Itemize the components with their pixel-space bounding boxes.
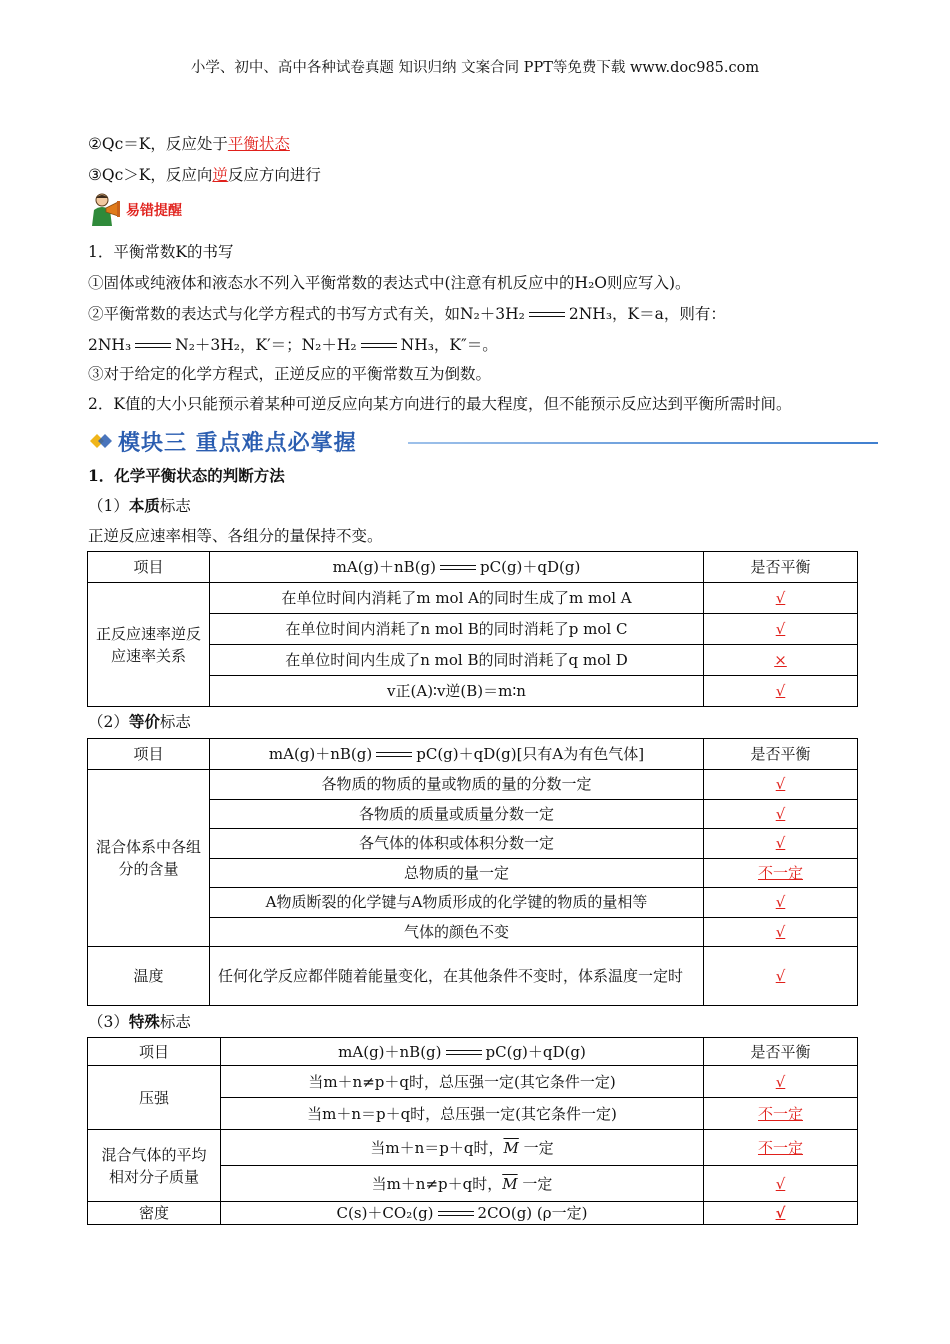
sub2-bold: 等价	[128, 712, 160, 731]
header-equation	[210, 739, 704, 770]
result-mark: 不一定	[757, 1138, 803, 1157]
equilibrium-arrow-icon	[434, 1210, 478, 1218]
condition-cell	[221, 1202, 704, 1225]
intro-line-3-suffix: 反应方向进行	[227, 166, 321, 184]
equilibrium-state-highlight: 平衡状态	[227, 135, 290, 153]
header-equation	[221, 1038, 704, 1066]
result-mark: √	[775, 1204, 786, 1222]
equilibrium-arrow-icon	[372, 751, 416, 759]
group-label: 混合体系中各组分的含量	[88, 770, 210, 947]
density-eq-right: 2CO(g) (ρ一定)	[477, 1204, 588, 1222]
note-3-right: 2NH₃，K＝a，则有：	[568, 305, 726, 323]
result-mark: 不一定	[757, 863, 803, 882]
note-4-c: NH₃，K″＝。	[400, 336, 498, 354]
condition-suffix: 一定	[523, 1138, 554, 1157]
sub1-heading	[88, 494, 191, 516]
result-mark: √	[775, 834, 786, 853]
sub2-num: （2）	[88, 713, 129, 731]
condition-cell: 各气体的体积或体积分数一定	[210, 829, 704, 859]
condition-cell: 当m＋n＝p＋q时，总压强一定(其它条件一定)	[221, 1098, 704, 1130]
intro-line-3-text: ③Qc＞K，反应向	[88, 166, 213, 184]
condition-cell: 任何化学反应都伴随着能量变化，在其他条件不变时，体系温度一定时	[210, 947, 704, 1006]
note-6: 2．K值的大小只能预示着某种可逆反应向某方向进行的最大程度，但不能预示反应达到平衡所需时间。	[88, 395, 792, 413]
condition-cell: A物质断裂的化学键与A物质形成的化学键的物质的量相等	[210, 888, 704, 918]
condition-prefix: 当m＋n≠p＋q时，	[371, 1174, 503, 1193]
condition-cell: v正(A)∶v逆(B)＝m∶n	[210, 676, 704, 707]
group-label: 混合气体的平均相对分子质量	[88, 1130, 221, 1202]
result-mark: √	[775, 967, 786, 985]
condition-cell	[221, 1130, 704, 1166]
result-cell	[704, 917, 858, 947]
equation-left: mA(g)＋nB(g)	[268, 745, 373, 763]
result-cell	[704, 1066, 858, 1098]
condition-suffix: 一定	[522, 1174, 553, 1193]
sub3-heading	[88, 1010, 191, 1032]
result-cell	[704, 799, 858, 829]
module-rule	[408, 442, 878, 444]
result-mark: √	[775, 589, 786, 607]
intro-line-2	[88, 132, 290, 154]
sub3-num: （3）	[88, 1013, 129, 1031]
note-4	[88, 333, 498, 355]
result-cell	[704, 1098, 858, 1130]
equation-right: pC(g)＋qD(g)[只有A为有色气体]	[416, 745, 645, 763]
table-row	[88, 1066, 858, 1098]
page-header: 小学、初中、高中各种试卷真题 知识归纳 文案合同 PPT等免费下载 www.doc985.com	[190, 60, 760, 76]
table-essence	[87, 551, 858, 707]
result-mark: ×	[774, 651, 787, 669]
table-row	[88, 583, 858, 614]
table-equivalent	[87, 738, 858, 1006]
table-row	[88, 947, 858, 1006]
equilibrium-arrow-icon	[357, 342, 401, 350]
header-result: 是否平衡	[704, 739, 858, 770]
header-equation	[210, 552, 704, 583]
result-mark: √	[775, 620, 786, 638]
header-item: 项目	[88, 552, 210, 583]
result-cell	[704, 858, 858, 888]
diamond-icon	[88, 432, 114, 450]
condition-cell: 在单位时间内消耗了m mol A的同时生成了m mol A	[210, 583, 704, 614]
header-result: 是否平衡	[704, 552, 858, 583]
section-title: 1．化学平衡状态的判断方法	[88, 466, 285, 485]
callout-title: 易错提醒	[126, 203, 182, 219]
condition-cell: 总物质的量一定	[210, 858, 704, 888]
result-cell	[704, 1166, 858, 1202]
note-1: 1．平衡常数K的书写	[88, 243, 234, 261]
megaphone-person-icon	[88, 192, 124, 226]
sub2-heading	[88, 710, 191, 732]
result-mark: √	[775, 893, 786, 912]
table-row	[88, 552, 858, 583]
result-cell	[704, 614, 858, 645]
header-result: 是否平衡	[704, 1038, 858, 1066]
equilibrium-arrow-icon	[436, 564, 480, 572]
note-4-a: 2NH₃	[88, 336, 132, 354]
condition-cell: 气体的颜色不变	[210, 917, 704, 947]
condition-cell: 在单位时间内生成了n mol B的同时消耗了q mol D	[210, 645, 704, 676]
condition-cell: 在单位时间内消耗了n mol B的同时消耗了p mol C	[210, 614, 704, 645]
result-mark: √	[775, 922, 786, 941]
equilibrium-arrow-icon	[525, 311, 569, 319]
result-mark: √	[775, 775, 786, 794]
result-mark: √	[775, 1072, 786, 1091]
equation-left: mA(g)＋nB(g)	[338, 1042, 442, 1061]
note-5: ③对于给定的化学方程式，正逆反应的平衡常数互为倒数。	[88, 365, 492, 383]
module-title: 模块三 重点难点必掌握	[118, 431, 357, 456]
result-cell	[704, 888, 858, 918]
condition-cell: 各物质的物质的量或物质的量的分数一定	[210, 770, 704, 800]
reverse-highlight: 逆	[212, 166, 228, 184]
note-3-left: ②平衡常数的表达式与化学方程式的书写方式有关，如N₂＋3H₂	[88, 305, 525, 323]
header-item: 项目	[88, 739, 210, 770]
intro-line-3	[88, 163, 321, 185]
sub1-num: （1）	[88, 497, 129, 515]
table-special	[87, 1037, 858, 1225]
header-item: 项目	[88, 1038, 221, 1066]
sub3-suffix: 标志	[159, 1013, 191, 1031]
table-row	[88, 1038, 858, 1066]
result-cell	[704, 829, 858, 859]
result-cell	[704, 1202, 858, 1225]
group-label: 密度	[88, 1202, 221, 1225]
group-label: 温度	[88, 947, 210, 1006]
group-label: 压强	[88, 1066, 221, 1130]
result-cell	[704, 1130, 858, 1166]
density-eq-left: C(s)＋CO₂(g)	[336, 1204, 434, 1222]
condition-cell: 当m＋n≠p＋q时，总压强一定(其它条件一定)	[221, 1066, 704, 1098]
result-cell	[704, 947, 858, 1006]
note-3	[88, 302, 726, 324]
result-mark: √	[775, 804, 786, 823]
m-bar: $\overline{M}$	[503, 1138, 519, 1157]
result-mark: 不一定	[757, 1104, 803, 1123]
result-cell	[704, 676, 858, 707]
sub1-bold: 本质	[128, 496, 160, 515]
table-row	[88, 739, 858, 770]
note-2: ①固体或纯液体和液态水不列入平衡常数的表达式中(注意有机反应中的H₂O则应写入)。	[88, 274, 691, 292]
equation-right: pC(g)＋qD(g)	[485, 1042, 586, 1061]
sub2-suffix: 标志	[159, 713, 191, 731]
result-mark: √	[775, 1174, 786, 1193]
intro-line-2-text: ②Qc＝K，反应处于	[88, 135, 228, 153]
condition-prefix: 当m＋n＝p＋q时，	[370, 1138, 504, 1157]
equation-right: pC(g)＋qD(g)	[480, 558, 581, 576]
group-label: 正反应速率逆反应速率关系	[88, 583, 210, 707]
module-heading	[88, 426, 798, 456]
table-row	[88, 770, 858, 800]
table-row	[88, 1130, 858, 1166]
condition-cell: 各物质的质量或质量分数一定	[210, 799, 704, 829]
equilibrium-arrow-icon	[442, 1049, 486, 1057]
result-cell	[704, 645, 858, 676]
table-row	[88, 1202, 858, 1225]
sub1-desc: 正逆反应速率相等、各组分的量保持不变。	[88, 527, 383, 545]
result-cell	[704, 770, 858, 800]
m-bar: $\overline{M}$	[502, 1174, 518, 1193]
sub1-suffix: 标志	[159, 497, 191, 515]
sub3-bold: 特殊	[128, 1012, 160, 1031]
result-mark: √	[775, 682, 786, 700]
note-4-b: N₂＋3H₂，K′＝；N₂＋H₂	[175, 336, 357, 354]
condition-cell	[221, 1166, 704, 1202]
result-cell	[704, 583, 858, 614]
equilibrium-arrow-icon	[131, 342, 175, 350]
equation-left: mA(g)＋nB(g)	[332, 558, 437, 576]
